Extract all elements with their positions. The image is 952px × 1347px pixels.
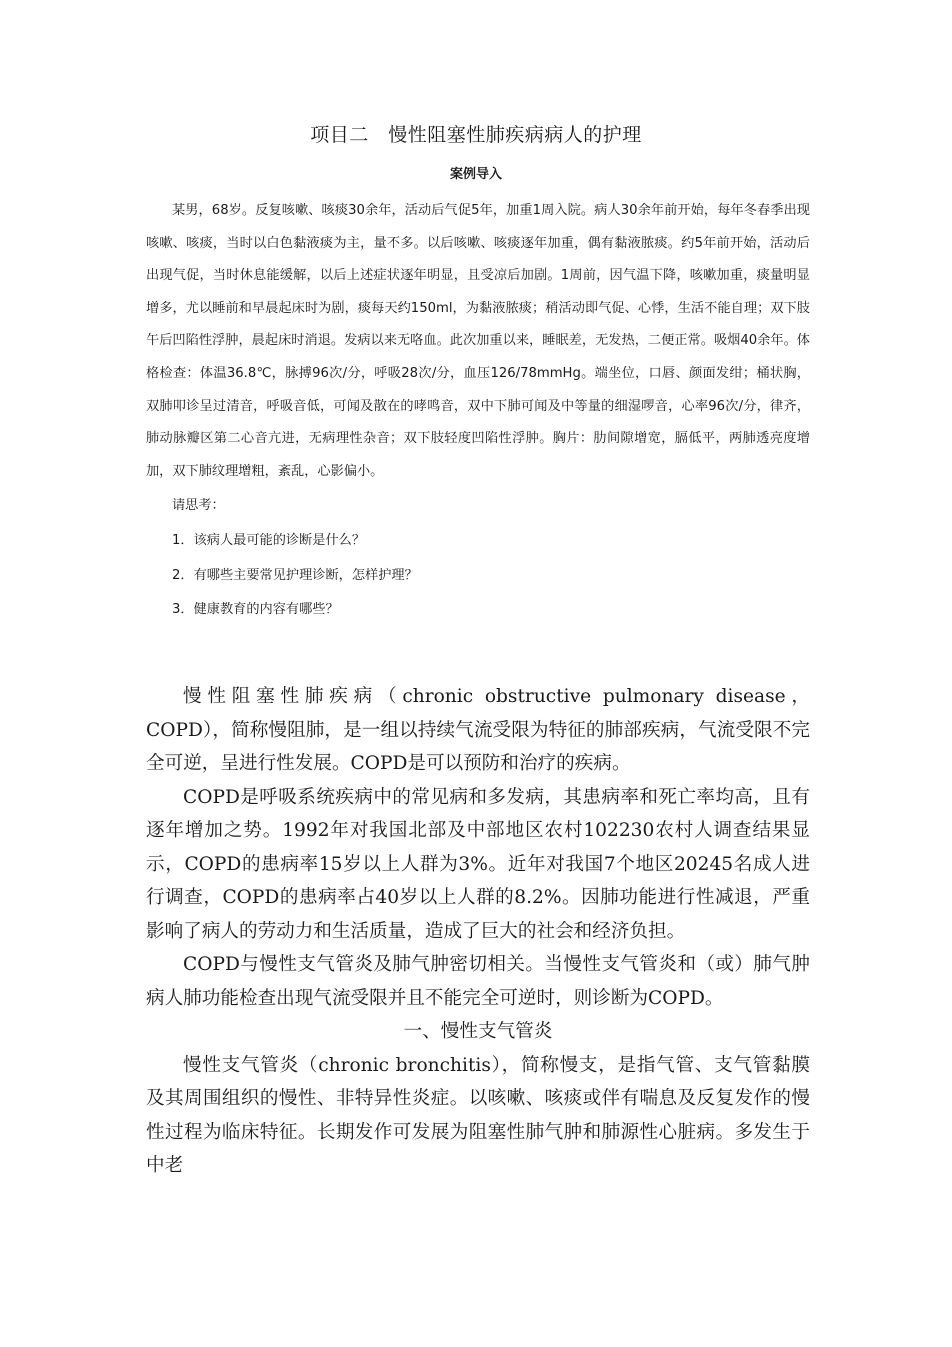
body-paragraph: 慢性阻塞性肺疾病（chronic obstructive pulmonary disease，COPD），简称慢阻肺，是一组以持续气流受限为特征的肺部疾病，气流受限不完全可逆，呈进行性发展。COPD是可以预防和治疗的疾病。: [146, 686, 810, 774]
body-paragraph: COPD是呼吸系统疾病中的常见病和多发病，其患病率和死亡率均高，且有逐年增加之势。1992年对我国北部及中部地区农村102230农村人调查结果显示，COPD的患病率15岁以上人群为3%。近年对我国7个地区20245名成人进行调查，COPD的患病率占40岁以上人群的8.2%。因肺功能进行性减退，严重影响了病人的劳动力和生活质量，造成了巨大的社会和经济负担。: [146, 786, 810, 942]
question-item: 1．该病人最可能的诊断是什么？: [172, 532, 366, 548]
case-paragraph: 某男，68岁。反复咳嗽、咳痰30余年，活动后气促5年，加重1周入院。病人30余年前开始，每年冬春季出现咳嗽、咳痰，当时以白色黏液痰为主，量不多。以后咳嗽、咳痰逐年加重，偶有黏液脓痰。约5年前开始，活动后出现气促，当时休息能缓解，以后上述症状逐年明显，且受凉后加剧。1周前，因气温下降，咳嗽加重，痰量明显增多，尤以睡前和早晨起床时为剧，痰每天约150ml，为黏液脓痰；稍活动即气促、心悸，生活不能自理；双下肢午后凹陷性浮肿，晨起床时消退。发病以来无咯血。此次加重以来，睡眠差，无发热，二便正常。吸烟40余年。体格检查：体温36.8℃，脉搏96次/分，呼吸28次/分，血压126/78mmHg。端坐位，口唇、颜面发绀；桶状胸，双肺叩诊呈过清音，呼吸音低，可闻及散在的哮鸣音，双中下肺可闻及中等量的细湿啰音，心率96次/分，律齐，肺动脉瓣区第二心音亢进，无病理性杂音；双下肢轻度凹陷性浮肿。胸片：肋间隙增宽，膈低平，两肺透亮度增加，双下肺纹理增粗，紊乱，心影偏小。: [146, 203, 810, 479]
section-heading: 一、慢性支气管炎: [403, 1021, 553, 1042]
body-text: [146, 680, 810, 1183]
body-paragraph: COPD与慢性支气管炎及肺气肿密切相关。当慢性支气管炎和（或）肺气肿病人肺功能检查出现气流受限并且不能完全可逆时，则诊断为COPD。: [146, 954, 810, 1009]
think-label: 请思考：: [172, 498, 225, 514]
body-paragraph: 慢性支气管炎（chronic bronchitis），简称慢支，是指气管、支气管黏膜及其周围组织的慢性、非特异性炎症。以咳嗽、咳痰或伴有喘息及反复发作的慢性过程为临床特征。长期发作可发展为阻塞性肺气肿和肺源性心脏病。多发生于中老: [146, 1054, 810, 1176]
question-item: 3．健康教育的内容有哪些？: [172, 602, 339, 618]
case-heading: 案例导入: [449, 167, 502, 182]
case-section: [146, 195, 810, 627]
question-item: 2．有哪些主要常见护理诊断，怎样护理？: [172, 567, 418, 583]
chapter-title: 项目二 慢性阻塞性肺疾病病人的护理: [310, 124, 642, 146]
